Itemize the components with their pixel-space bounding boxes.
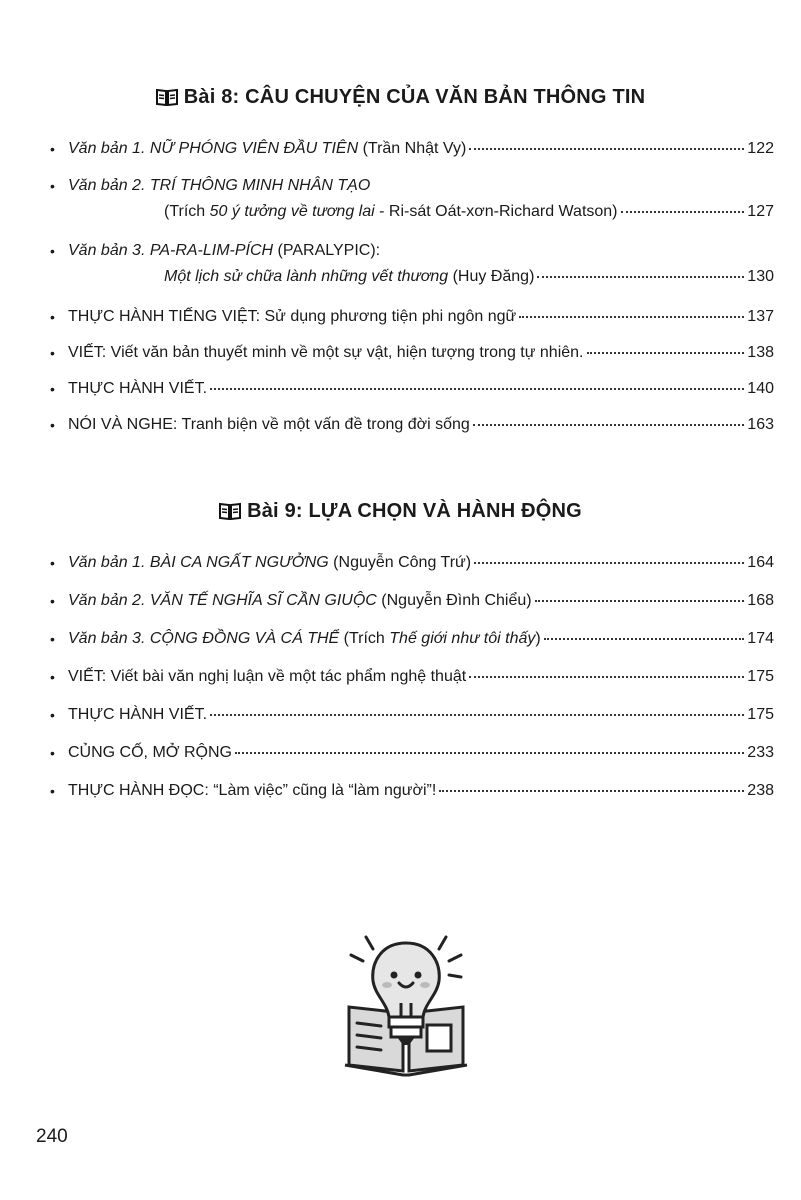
bullet-icon: • xyxy=(50,381,55,397)
toc-entry: • VIẾT: Viết văn bản thuyết minh về một sự vật, hiện tượng trong tự nhiên. 138 xyxy=(50,342,774,378)
bullet-icon: • xyxy=(50,631,55,647)
toc-entry: • THỰC HÀNH VIẾT. 175 xyxy=(50,704,774,742)
toc-entry: • CỦNG CỐ, MỞ RỘNG 233 xyxy=(50,742,774,780)
toc-entry: • Văn bản 3. PA-RA-LIM-PÍCH (PARALYPIC): Một lịch sử chữa lành những vết thương (Huy Đăng) 130 xyxy=(50,242,774,285)
toc-entry: • VIẾT: Viết bài văn nghị luận về một tác phẩm nghệ thuật 175 xyxy=(50,666,774,704)
lightbulb-book-icon xyxy=(341,925,471,1090)
toc-section-9 xyxy=(50,552,774,818)
bullet-icon: • xyxy=(50,707,55,723)
bullet-icon: • xyxy=(50,593,55,609)
bullet-icon: • xyxy=(50,141,55,157)
bullet-icon: • xyxy=(50,243,55,259)
bullet-icon: • xyxy=(50,178,55,194)
toc-entry: • Văn bản 2. VĂN TẾ NGHĨA SĨ CẦN GIUỘC (Nguyễn Đình Chiểu) 168 xyxy=(50,590,774,628)
bullet-icon: • xyxy=(50,345,55,361)
bullet-icon: • xyxy=(50,745,55,761)
toc-entry: • Văn bản 3. CỘNG ĐỒNG VÀ CÁ THỂ (Trích Thế giới như tôi thấy) 174 xyxy=(50,628,774,666)
toc-entry: • THỰC HÀNH ĐỌC: “Làm việc” cũng là “làm người”! 238 xyxy=(50,780,774,818)
toc-entry: • Văn bản 1. BÀI CA NGẤT NGƯỞNG (Nguyễn Công Trứ) 164 xyxy=(50,552,774,590)
toc-entry: • Văn bản 2. TRÍ THÔNG MINH NHÂN TẠO (Trích 50 ý tưởng về tương lai - Ri-sát Oát-xơn-Richard Watson) 127 xyxy=(50,177,774,220)
toc-entry: • Văn bản 1. NỮ PHÓNG VIÊN ĐẦU TIÊN (Trần Nhật Vy) 122 xyxy=(50,138,774,175)
open-book-icon xyxy=(219,502,241,526)
bullet-icon: • xyxy=(50,555,55,571)
bullet-icon: • xyxy=(50,309,55,325)
toc-entry: • NÓI VÀ NGHE: Tranh biện về một vấn đề trong đời sống 163 xyxy=(50,414,774,450)
toc-entry: • THỰC HÀNH TIẾNG VIỆT: Sử dụng phương tiện phi ngôn ngữ 137 xyxy=(50,306,774,342)
bullet-icon: • xyxy=(50,417,55,433)
section-8-title: Bài 8: CÂU CHUYỆN CỦA VĂN BẢN THÔNG TIN xyxy=(0,86,801,112)
page-number: 240 xyxy=(36,1126,68,1147)
bullet-icon: • xyxy=(50,669,55,685)
section-9-title: Bài 9: LỰA CHỌN VÀ HÀNH ĐỘNG xyxy=(0,500,801,526)
toc-entry: • THỰC HÀNH VIẾT. 140 xyxy=(50,378,774,414)
bullet-icon: • xyxy=(50,783,55,799)
toc-section-8 xyxy=(50,138,774,450)
open-book-icon xyxy=(156,88,178,112)
